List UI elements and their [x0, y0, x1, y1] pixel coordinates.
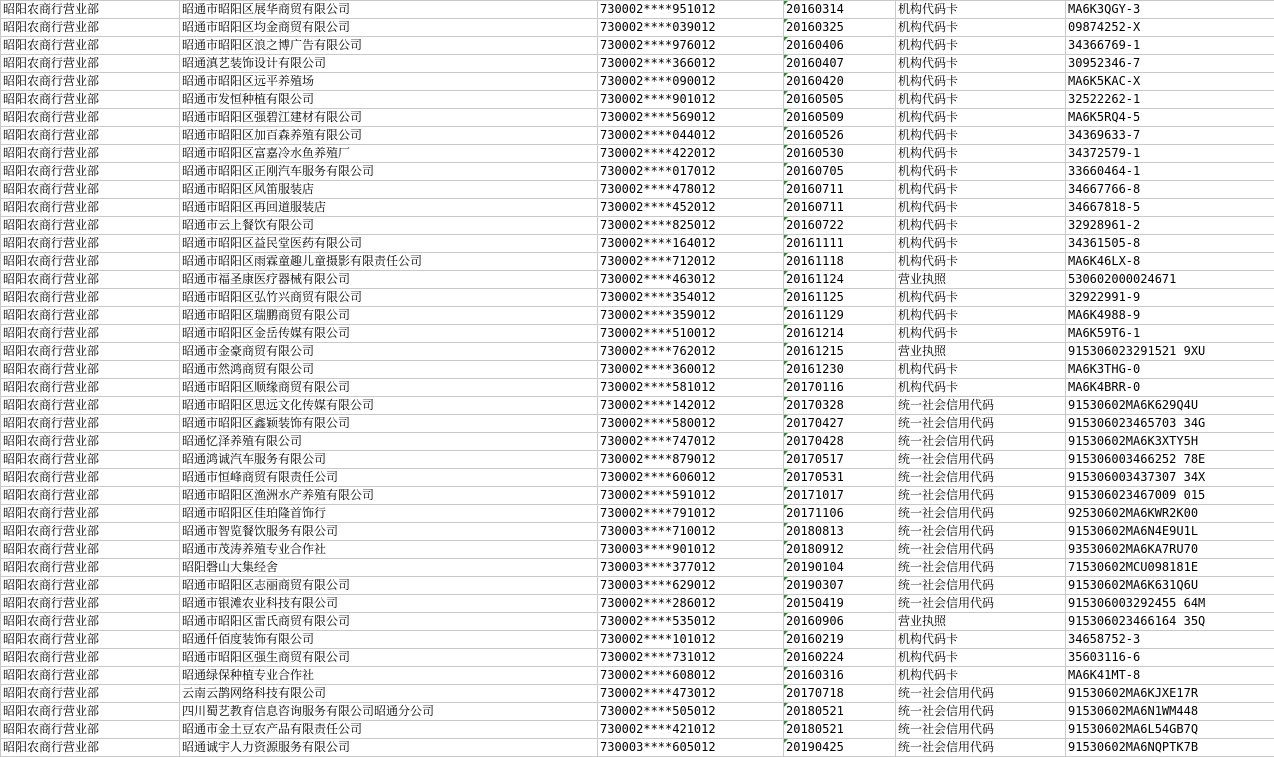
company-name-cell[interactable]: 昭通市昭阳区雨霖童趣儿童摄影有限责任公司: [180, 253, 598, 271]
table-row[interactable]: [1, 397, 1274, 415]
date-cell[interactable]: 20160420: [784, 73, 896, 91]
document-code-cell[interactable]: 91530602MA6K629Q4U: [1066, 397, 1274, 415]
account-number-cell[interactable]: 730002****017012: [598, 163, 784, 181]
company-name-cell[interactable]: 昭阳磬山大集经舍: [180, 559, 598, 577]
branch-cell[interactable]: 昭阳农商行营业部: [1, 37, 180, 55]
document-code-cell[interactable]: 91530602MA6N1WM448: [1066, 703, 1274, 721]
document-type-cell[interactable]: 机构代码卡: [896, 127, 1066, 145]
account-number-cell[interactable]: 730002****535012: [598, 613, 784, 631]
document-code-cell[interactable]: 91530602MA6K631Q6U: [1066, 577, 1274, 595]
date-cell[interactable]: 20160509: [784, 109, 896, 127]
company-name-cell[interactable]: 昭通仟佰度装饰有限公司: [180, 631, 598, 649]
document-code-cell[interactable]: 915306003292455 64M: [1066, 595, 1274, 613]
date-cell[interactable]: 20161125: [784, 289, 896, 307]
document-code-cell[interactable]: 915306003466252 78E: [1066, 451, 1274, 469]
company-name-cell[interactable]: 云南云鹊网络科技有限公司: [180, 685, 598, 703]
date-cell[interactable]: 20150419: [784, 595, 896, 613]
branch-cell[interactable]: 昭阳农商行营业部: [1, 145, 180, 163]
date-cell[interactable]: 20170428: [784, 433, 896, 451]
company-name-cell[interactable]: 昭通绿保种植专业合作社: [180, 667, 598, 685]
document-code-cell[interactable]: 32522262-1: [1066, 91, 1274, 109]
account-number-cell[interactable]: 730002****791012: [598, 505, 784, 523]
branch-cell[interactable]: 昭阳农商行营业部: [1, 397, 180, 415]
document-code-cell[interactable]: 93530602MA6KA7RU70: [1066, 541, 1274, 559]
document-type-cell[interactable]: 机构代码卡: [896, 1, 1066, 19]
document-type-cell[interactable]: 营业执照: [896, 343, 1066, 361]
document-code-cell[interactable]: MA6K41MT-8: [1066, 667, 1274, 685]
account-number-cell[interactable]: 730002****366012: [598, 55, 784, 73]
document-type-cell[interactable]: 机构代码卡: [896, 19, 1066, 37]
table-row[interactable]: [1, 721, 1274, 739]
account-number-cell[interactable]: 730003****377012: [598, 559, 784, 577]
company-name-cell[interactable]: 昭通市昭阳区弘竹兴商贸有限公司: [180, 289, 598, 307]
table-row[interactable]: [1, 289, 1274, 307]
account-number-cell[interactable]: 730002****354012: [598, 289, 784, 307]
document-type-cell[interactable]: 统一社会信用代码: [896, 505, 1066, 523]
branch-cell[interactable]: 昭阳农商行营业部: [1, 469, 180, 487]
branch-cell[interactable]: 昭阳农商行营业部: [1, 325, 180, 343]
document-type-cell[interactable]: 机构代码卡: [896, 37, 1066, 55]
company-name-cell[interactable]: 昭通市昭阳区加百森养殖有限公司: [180, 127, 598, 145]
branch-cell[interactable]: 昭阳农商行营业部: [1, 1, 180, 19]
account-number-cell[interactable]: 730002****164012: [598, 235, 784, 253]
document-type-cell[interactable]: 机构代码卡: [896, 667, 1066, 685]
document-code-cell[interactable]: 35603116-6: [1066, 649, 1274, 667]
document-code-cell[interactable]: MA6K5RQ4-5: [1066, 109, 1274, 127]
account-number-cell[interactable]: 730002****452012: [598, 199, 784, 217]
document-code-cell[interactable]: 91530602MA6KJXE17R: [1066, 685, 1274, 703]
document-type-cell[interactable]: 机构代码卡: [896, 217, 1066, 235]
company-name-cell[interactable]: 昭通市金豪商贸有限公司: [180, 343, 598, 361]
branch-cell[interactable]: 昭阳农商行营业部: [1, 271, 180, 289]
branch-cell[interactable]: 昭阳农商行营业部: [1, 685, 180, 703]
account-number-cell[interactable]: 730003****629012: [598, 577, 784, 595]
document-code-cell[interactable]: MA6K4BRR-0: [1066, 379, 1274, 397]
company-name-cell[interactable]: 昭通市银滩农业科技有限公司: [180, 595, 598, 613]
branch-cell[interactable]: 昭阳农商行营业部: [1, 73, 180, 91]
account-number-cell[interactable]: 730002****090012: [598, 73, 784, 91]
table-row[interactable]: [1, 433, 1274, 451]
document-code-cell[interactable]: 34667766-8: [1066, 181, 1274, 199]
company-name-cell[interactable]: 昭通市昭阳区顺缘商贸有限公司: [180, 379, 598, 397]
document-code-cell[interactable]: 34667818-5: [1066, 199, 1274, 217]
document-type-cell[interactable]: 统一社会信用代码: [896, 523, 1066, 541]
document-type-cell[interactable]: 机构代码卡: [896, 289, 1066, 307]
account-number-cell[interactable]: 730002****142012: [598, 397, 784, 415]
account-number-cell[interactable]: 730002****473012: [598, 685, 784, 703]
company-name-cell[interactable]: 昭通市金土豆农产品有限责任公司: [180, 721, 598, 739]
date-cell[interactable]: 20160711: [784, 181, 896, 199]
document-type-cell[interactable]: 统一社会信用代码: [896, 469, 1066, 487]
table-row[interactable]: [1, 379, 1274, 397]
document-type-cell[interactable]: 机构代码卡: [896, 325, 1066, 343]
account-number-cell[interactable]: 730002****606012: [598, 469, 784, 487]
date-cell[interactable]: 20161215: [784, 343, 896, 361]
branch-cell[interactable]: 昭阳农商行营业部: [1, 649, 180, 667]
document-code-cell[interactable]: MA6K5KAC-X: [1066, 73, 1274, 91]
company-name-cell[interactable]: 昭通市发恒种植有限公司: [180, 91, 598, 109]
account-number-cell[interactable]: 730003****710012: [598, 523, 784, 541]
date-cell[interactable]: 20160505: [784, 91, 896, 109]
document-code-cell[interactable]: 33660464-1: [1066, 163, 1274, 181]
account-number-cell[interactable]: 730002****039012: [598, 19, 784, 37]
document-type-cell[interactable]: 机构代码卡: [896, 253, 1066, 271]
document-code-cell[interactable]: MA6K59T6-1: [1066, 325, 1274, 343]
table-row[interactable]: [1, 559, 1274, 577]
date-cell[interactable]: 20190425: [784, 739, 896, 757]
branch-cell[interactable]: 昭阳农商行营业部: [1, 415, 180, 433]
date-cell[interactable]: 20170718: [784, 685, 896, 703]
company-name-cell[interactable]: 昭通市智览餐饮服务有限公司: [180, 523, 598, 541]
account-number-cell[interactable]: 730002****478012: [598, 181, 784, 199]
document-type-cell[interactable]: 统一社会信用代码: [896, 685, 1066, 703]
table-row[interactable]: [1, 541, 1274, 559]
branch-cell[interactable]: 昭阳农商行营业部: [1, 451, 180, 469]
branch-cell[interactable]: 昭阳农商行营业部: [1, 631, 180, 649]
document-code-cell[interactable]: 32922991-9: [1066, 289, 1274, 307]
table-row[interactable]: [1, 217, 1274, 235]
branch-cell[interactable]: 昭阳农商行营业部: [1, 181, 180, 199]
document-type-cell[interactable]: 机构代码卡: [896, 379, 1066, 397]
table-row[interactable]: [1, 595, 1274, 613]
account-number-cell[interactable]: 730002****569012: [598, 109, 784, 127]
document-code-cell[interactable]: 34369633-7: [1066, 127, 1274, 145]
company-name-cell[interactable]: 昭通市昭阳区均金商贸有限公司: [180, 19, 598, 37]
document-type-cell[interactable]: 机构代码卡: [896, 109, 1066, 127]
date-cell[interactable]: 20170328: [784, 397, 896, 415]
branch-cell[interactable]: 昭阳农商行营业部: [1, 343, 180, 361]
document-type-cell[interactable]: 统一社会信用代码: [896, 451, 1066, 469]
table-row[interactable]: [1, 505, 1274, 523]
date-cell[interactable]: 20161214: [784, 325, 896, 343]
table-row[interactable]: [1, 235, 1274, 253]
document-type-cell[interactable]: 机构代码卡: [896, 307, 1066, 325]
date-cell[interactable]: 20160711: [784, 199, 896, 217]
table-row[interactable]: [1, 343, 1274, 361]
account-number-cell[interactable]: 730002****581012: [598, 379, 784, 397]
date-cell[interactable]: 20160407: [784, 55, 896, 73]
document-type-cell[interactable]: 营业执照: [896, 271, 1066, 289]
table-row[interactable]: [1, 325, 1274, 343]
document-type-cell[interactable]: 统一社会信用代码: [896, 703, 1066, 721]
date-cell[interactable]: 20160526: [784, 127, 896, 145]
table-row[interactable]: [1, 253, 1274, 271]
branch-cell[interactable]: 昭阳农商行营业部: [1, 505, 180, 523]
branch-cell[interactable]: 昭阳农商行营业部: [1, 253, 180, 271]
account-number-cell[interactable]: 730002****360012: [598, 361, 784, 379]
table-row[interactable]: [1, 127, 1274, 145]
table-row[interactable]: [1, 667, 1274, 685]
branch-cell[interactable]: 昭阳农商行营业部: [1, 307, 180, 325]
table-row[interactable]: [1, 1, 1274, 19]
company-name-cell[interactable]: 昭通市昭阳区雷氏商贸有限公司: [180, 613, 598, 631]
table-row[interactable]: [1, 577, 1274, 595]
date-cell[interactable]: 20161111: [784, 235, 896, 253]
date-cell[interactable]: 20180912: [784, 541, 896, 559]
branch-cell[interactable]: 昭阳农商行营业部: [1, 127, 180, 145]
branch-cell[interactable]: 昭阳农商行营业部: [1, 541, 180, 559]
document-type-cell[interactable]: 统一社会信用代码: [896, 595, 1066, 613]
company-name-cell[interactable]: 昭通市昭阳区再回道服装店: [180, 199, 598, 217]
branch-cell[interactable]: 昭阳农商行营业部: [1, 523, 180, 541]
document-code-cell[interactable]: MA6K4988-9: [1066, 307, 1274, 325]
document-type-cell[interactable]: 营业执照: [896, 613, 1066, 631]
account-number-cell[interactable]: 730002****422012: [598, 145, 784, 163]
document-code-cell[interactable]: 34366769-1: [1066, 37, 1274, 55]
account-number-cell[interactable]: 730002****608012: [598, 667, 784, 685]
date-cell[interactable]: 20170116: [784, 379, 896, 397]
document-code-cell[interactable]: 71530602MCU098181E: [1066, 559, 1274, 577]
company-name-cell[interactable]: 昭通鸿诚汽车服务有限公司: [180, 451, 598, 469]
table-row[interactable]: [1, 451, 1274, 469]
branch-cell[interactable]: 昭阳农商行营业部: [1, 19, 180, 37]
account-number-cell[interactable]: 730002****044012: [598, 127, 784, 145]
table-row[interactable]: [1, 739, 1274, 757]
account-number-cell[interactable]: 730002****951012: [598, 1, 784, 19]
account-number-cell[interactable]: 730003****901012: [598, 541, 784, 559]
document-type-cell[interactable]: 机构代码卡: [896, 163, 1066, 181]
document-type-cell[interactable]: 统一社会信用代码: [896, 559, 1066, 577]
account-number-cell[interactable]: 730002****731012: [598, 649, 784, 667]
table-row[interactable]: [1, 523, 1274, 541]
account-number-cell[interactable]: 730003****605012: [598, 739, 784, 757]
company-name-cell[interactable]: 昭通市昭阳区金岳传媒有限公司: [180, 325, 598, 343]
table-row[interactable]: [1, 703, 1274, 721]
table-row[interactable]: [1, 685, 1274, 703]
account-number-cell[interactable]: 730002****286012: [598, 595, 784, 613]
date-cell[interactable]: 20180521: [784, 721, 896, 739]
document-type-cell[interactable]: 机构代码卡: [896, 55, 1066, 73]
document-code-cell[interactable]: 91530602MA6K3XTY5H: [1066, 433, 1274, 451]
date-cell[interactable]: 20161124: [784, 271, 896, 289]
table-row[interactable]: [1, 91, 1274, 109]
branch-cell[interactable]: 昭阳农商行营业部: [1, 577, 180, 595]
document-code-cell[interactable]: 92530602MA6KWR2K00: [1066, 505, 1274, 523]
spreadsheet-body: [1, 1, 1274, 757]
account-number-cell[interactable]: 730002****901012: [598, 91, 784, 109]
date-cell[interactable]: 20180521: [784, 703, 896, 721]
document-code-cell[interactable]: MA6K3THG-0: [1066, 361, 1274, 379]
company-name-cell[interactable]: 昭通市恒峰商贸有限责任公司: [180, 469, 598, 487]
date-cell[interactable]: 20161129: [784, 307, 896, 325]
document-code-cell[interactable]: 34372579-1: [1066, 145, 1274, 163]
company-name-cell[interactable]: 昭通市昭阳区远平养殖场: [180, 73, 598, 91]
branch-cell[interactable]: 昭阳农商行营业部: [1, 235, 180, 253]
branch-cell[interactable]: 昭阳农商行营业部: [1, 217, 180, 235]
document-type-cell[interactable]: 机构代码卡: [896, 73, 1066, 91]
account-number-cell[interactable]: 730002****580012: [598, 415, 784, 433]
branch-cell[interactable]: 昭阳农商行营业部: [1, 361, 180, 379]
table-row[interactable]: [1, 181, 1274, 199]
date-cell[interactable]: 20171106: [784, 505, 896, 523]
document-code-cell[interactable]: 915306003437307 34X: [1066, 469, 1274, 487]
branch-cell[interactable]: 昭阳农商行营业部: [1, 703, 180, 721]
document-type-cell[interactable]: 机构代码卡: [896, 145, 1066, 163]
table-row[interactable]: [1, 37, 1274, 55]
date-cell[interactable]: 20161118: [784, 253, 896, 271]
company-name-cell[interactable]: 昭通市昭阳区瑞鹏商贸有限公司: [180, 307, 598, 325]
table-row[interactable]: [1, 199, 1274, 217]
document-type-cell[interactable]: 统一社会信用代码: [896, 541, 1066, 559]
document-code-cell[interactable]: 915306023466164 35Q: [1066, 613, 1274, 631]
branch-cell[interactable]: 昭阳农商行营业部: [1, 595, 180, 613]
company-name-cell[interactable]: 昭通市然鸿商贸有限公司: [180, 361, 598, 379]
document-type-cell[interactable]: 统一社会信用代码: [896, 415, 1066, 433]
table-row[interactable]: [1, 469, 1274, 487]
date-cell[interactable]: 20170427: [784, 415, 896, 433]
date-cell[interactable]: 20160722: [784, 217, 896, 235]
document-code-cell[interactable]: MA6K46LX-8: [1066, 253, 1274, 271]
document-type-cell[interactable]: 机构代码卡: [896, 199, 1066, 217]
document-code-cell[interactable]: 915306023465703 34G: [1066, 415, 1274, 433]
document-type-cell[interactable]: 机构代码卡: [896, 631, 1066, 649]
table-row[interactable]: [1, 631, 1274, 649]
date-cell[interactable]: 20171017: [784, 487, 896, 505]
branch-cell[interactable]: 昭阳农商行营业部: [1, 91, 180, 109]
table-row[interactable]: [1, 271, 1274, 289]
date-cell[interactable]: 20160406: [784, 37, 896, 55]
company-name-cell[interactable]: 昭通市昭阳区渔洲水产养殖有限公司: [180, 487, 598, 505]
company-name-cell[interactable]: 昭通诚宇人力资源服务有限公司: [180, 739, 598, 757]
document-type-cell[interactable]: 统一社会信用代码: [896, 433, 1066, 451]
branch-cell[interactable]: 昭阳农商行营业部: [1, 559, 180, 577]
date-cell[interactable]: 20190104: [784, 559, 896, 577]
company-name-cell[interactable]: 昭通滇艺装饰设计有限公司: [180, 55, 598, 73]
branch-cell[interactable]: 昭阳农商行营业部: [1, 613, 180, 631]
document-code-cell[interactable]: 91530602MA6N4E9U1L: [1066, 523, 1274, 541]
account-number-cell[interactable]: 730002****825012: [598, 217, 784, 235]
company-name-cell[interactable]: 昭通市昭阳区思远文化传媒有限公司: [180, 397, 598, 415]
company-name-cell[interactable]: 昭通市昭阳区益民堂医药有限公司: [180, 235, 598, 253]
table-row[interactable]: [1, 613, 1274, 631]
branch-cell[interactable]: 昭阳农商行营业部: [1, 739, 180, 757]
branch-cell[interactable]: 昭阳农商行营业部: [1, 289, 180, 307]
document-code-cell[interactable]: 09874252-X: [1066, 19, 1274, 37]
company-name-cell[interactable]: 昭通市昭阳区浪之博广告有限公司: [180, 37, 598, 55]
document-type-cell[interactable]: 统一社会信用代码: [896, 721, 1066, 739]
date-cell[interactable]: 20170531: [784, 469, 896, 487]
table-row[interactable]: [1, 55, 1274, 73]
document-code-cell[interactable]: 91530602MA6L54GB7Q: [1066, 721, 1274, 739]
account-number-cell[interactable]: 730002****712012: [598, 253, 784, 271]
document-type-cell[interactable]: 统一社会信用代码: [896, 739, 1066, 757]
company-name-cell[interactable]: 昭通市昭阳区强碧江建材有限公司: [180, 109, 598, 127]
company-name-cell[interactable]: 昭通市昭阳区富嘉冷水鱼养殖厂: [180, 145, 598, 163]
account-number-cell[interactable]: 730002****762012: [598, 343, 784, 361]
document-code-cell[interactable]: 915306023467009 015: [1066, 487, 1274, 505]
company-name-cell[interactable]: 昭通市昭阳区展华商贸有限公司: [180, 1, 598, 19]
document-code-cell[interactable]: 32928961-2: [1066, 217, 1274, 235]
branch-cell[interactable]: 昭阳农商行营业部: [1, 199, 180, 217]
table-row[interactable]: [1, 361, 1274, 379]
document-type-cell[interactable]: 统一社会信用代码: [896, 397, 1066, 415]
document-type-cell[interactable]: 机构代码卡: [896, 91, 1066, 109]
company-name-cell[interactable]: 昭通市昭阳区正刚汽车服务有限公司: [180, 163, 598, 181]
company-name-cell[interactable]: 昭通市昭阳区志丽商贸有限公司: [180, 577, 598, 595]
branch-cell[interactable]: 昭阳农商行营业部: [1, 667, 180, 685]
branch-cell[interactable]: 昭阳农商行营业部: [1, 721, 180, 739]
document-code-cell[interactable]: 30952346-7: [1066, 55, 1274, 73]
document-type-cell[interactable]: 机构代码卡: [896, 181, 1066, 199]
branch-cell[interactable]: 昭阳农商行营业部: [1, 433, 180, 451]
date-cell[interactable]: 20170517: [784, 451, 896, 469]
date-cell[interactable]: 20160705: [784, 163, 896, 181]
account-number-cell[interactable]: 730002****976012: [598, 37, 784, 55]
document-code-cell[interactable]: MA6K3QGY-3: [1066, 1, 1274, 19]
account-number-cell[interactable]: 730002****463012: [598, 271, 784, 289]
document-code-cell[interactable]: 91530602MA6NQPTK7B: [1066, 739, 1274, 757]
table-row[interactable]: [1, 487, 1274, 505]
company-name-cell[interactable]: 昭通市福圣康医疗器械有限公司: [180, 271, 598, 289]
company-name-cell[interactable]: 昭通市昭阳区佳珀隆首饰行: [180, 505, 598, 523]
company-name-cell[interactable]: 昭通市昭阳区鑫颖装饰有限公司: [180, 415, 598, 433]
date-cell[interactable]: 20160530: [784, 145, 896, 163]
table-row[interactable]: [1, 307, 1274, 325]
document-code-cell[interactable]: 34658752-3: [1066, 631, 1274, 649]
company-name-cell[interactable]: 昭通忆泽养殖有限公司: [180, 433, 598, 451]
table-row[interactable]: [1, 649, 1274, 667]
date-cell[interactable]: 20160325: [784, 19, 896, 37]
document-type-cell[interactable]: 统一社会信用代码: [896, 487, 1066, 505]
branch-cell[interactable]: 昭阳农商行营业部: [1, 487, 180, 505]
date-cell[interactable]: 20190307: [784, 577, 896, 595]
document-type-cell[interactable]: 机构代码卡: [896, 361, 1066, 379]
document-type-cell[interactable]: 机构代码卡: [896, 235, 1066, 253]
date-cell[interactable]: 20180813: [784, 523, 896, 541]
date-cell[interactable]: 20160219: [784, 631, 896, 649]
account-number-cell[interactable]: 730002****879012: [598, 451, 784, 469]
company-name-cell[interactable]: 昭通市昭阳区强生商贸有限公司: [180, 649, 598, 667]
table-row[interactable]: [1, 109, 1274, 127]
date-cell[interactable]: 20160906: [784, 613, 896, 631]
branch-cell[interactable]: 昭阳农商行营业部: [1, 109, 180, 127]
table-row[interactable]: [1, 163, 1274, 181]
table-row[interactable]: [1, 415, 1274, 433]
account-number-cell[interactable]: 730002****101012: [598, 631, 784, 649]
account-number-cell[interactable]: 730002****510012: [598, 325, 784, 343]
date-cell[interactable]: 20160314: [784, 1, 896, 19]
date-cell[interactable]: 20161230: [784, 361, 896, 379]
document-code-cell[interactable]: 34361505-8: [1066, 235, 1274, 253]
document-code-cell[interactable]: 915306023291521 9XU: [1066, 343, 1274, 361]
date-cell[interactable]: 20160224: [784, 649, 896, 667]
account-number-cell[interactable]: 730002****359012: [598, 307, 784, 325]
account-number-cell[interactable]: 730002****421012: [598, 721, 784, 739]
company-name-cell[interactable]: 昭通市昭阳区风笛服装店: [180, 181, 598, 199]
account-number-cell[interactable]: 730002****505012: [598, 703, 784, 721]
branch-cell[interactable]: 昭阳农商行营业部: [1, 163, 180, 181]
table-row[interactable]: [1, 19, 1274, 37]
table-row[interactable]: [1, 73, 1274, 91]
company-name-cell[interactable]: 四川蜀艺教育信息咨询服务有限公司昭通分公司: [180, 703, 598, 721]
date-cell[interactable]: 20160316: [784, 667, 896, 685]
branch-cell[interactable]: 昭阳农商行营业部: [1, 55, 180, 73]
branch-cell[interactable]: 昭阳农商行营业部: [1, 379, 180, 397]
document-type-cell[interactable]: 统一社会信用代码: [896, 577, 1066, 595]
document-code-cell[interactable]: 530602000024671: [1066, 271, 1274, 289]
document-type-cell[interactable]: 机构代码卡: [896, 649, 1066, 667]
company-name-cell[interactable]: 昭通市茂涛养殖专业合作社: [180, 541, 598, 559]
company-name-cell[interactable]: 昭通市云上餐饮有限公司: [180, 217, 598, 235]
account-number-cell[interactable]: 730002****747012: [598, 433, 784, 451]
table-row[interactable]: [1, 145, 1274, 163]
account-number-cell[interactable]: 730002****591012: [598, 487, 784, 505]
